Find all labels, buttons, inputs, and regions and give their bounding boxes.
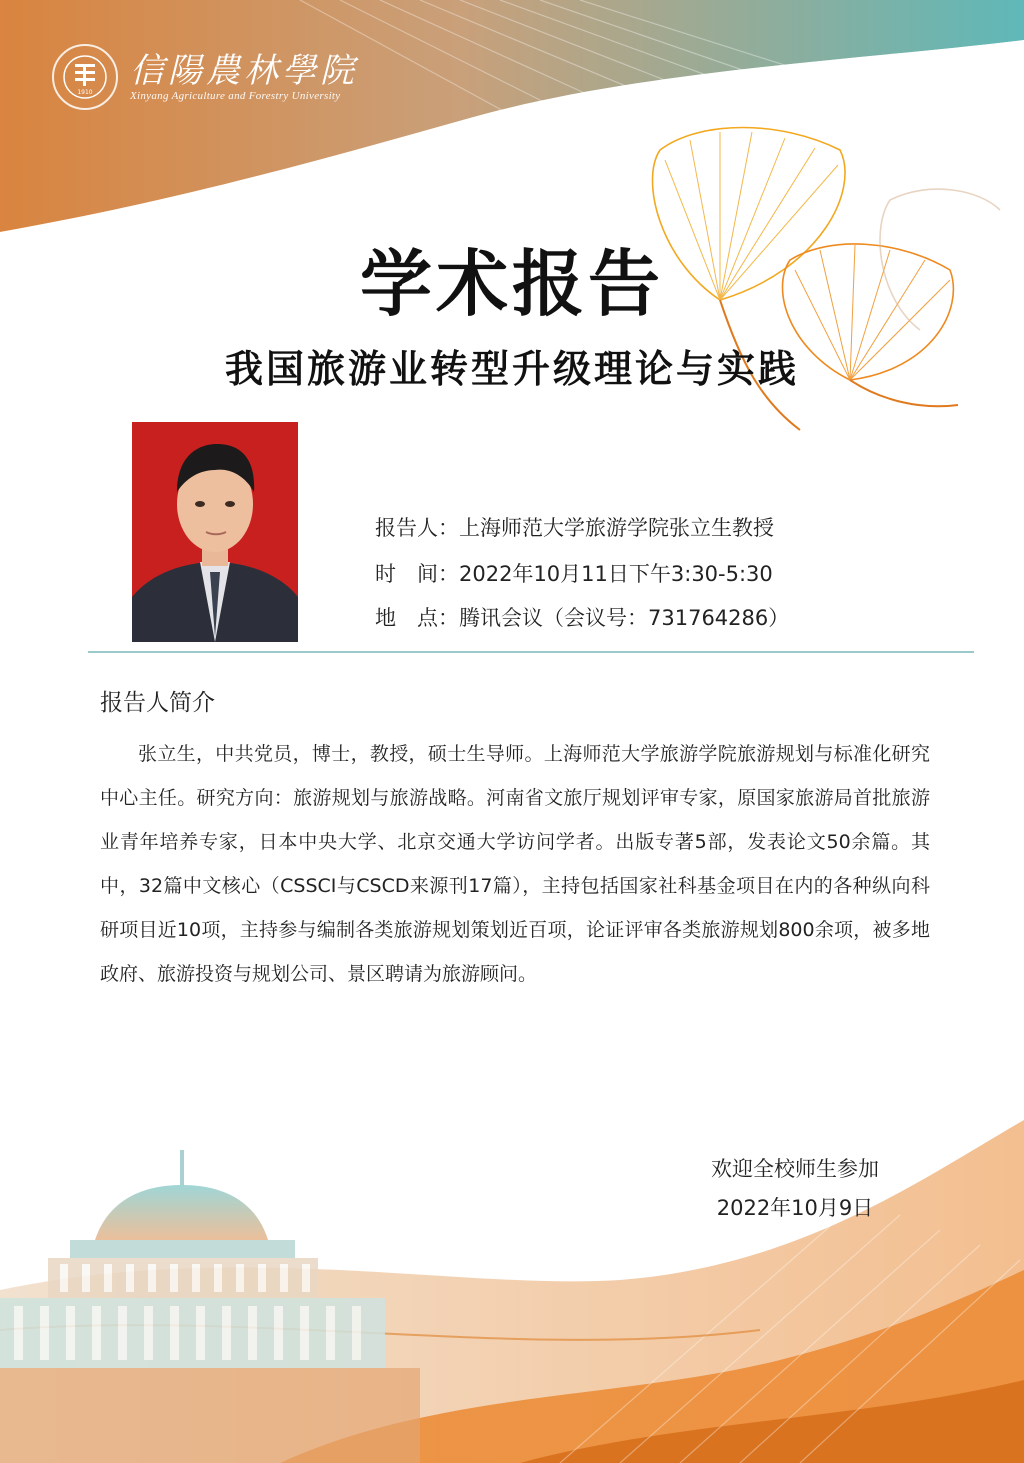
main-title: 学术报告 xyxy=(359,242,664,326)
university-logo xyxy=(52,44,358,110)
report-topic: 我国旅游业转型升级理论与实践 xyxy=(224,347,799,391)
issue-date: 2022年10月9日 xyxy=(716,1196,874,1220)
time-line: 时 间：2022年10月11日下午3:30-5:30 xyxy=(375,562,773,586)
welcome-text: 欢迎全校师生参加 xyxy=(711,1157,879,1181)
reporter-line: 报告人：上海师范大学旅游学院张立生教授 xyxy=(375,516,774,540)
place-line: 地 点：腾讯会议（会议号：731764286） xyxy=(375,606,790,630)
auditorium-building-illustration xyxy=(0,1150,420,1463)
university-seal-icon xyxy=(52,44,118,110)
bio-heading: 报告人简介 xyxy=(100,690,215,716)
speaker-photo xyxy=(132,422,298,642)
section-divider xyxy=(88,651,974,653)
seal-year: 1910 xyxy=(77,89,93,96)
university-name-en: Xinyang Agriculture and Forestry University xyxy=(130,90,341,102)
bio-text: 张立生，中共党员，博士，教授，硕士生导师。上海师范大学旅游学院旅游规划与标准化研究中心主任。研究方向：旅游规划与旅游战略。河南省文旅厅规划评审专家，原国家旅游局首批旅游业青年培养专家，日本中央大学、北京交通大学访问学者。出版专著5部，发表论文50余篇。其中，32篇中文核心（CSSCI与CSCD来源刊17篇），主持包括国家社科基金项目在内的各种纵向科研项目近10项，主持参与编制各类旅游规划策划近百项，论证评审各类旅游规划800余项，被多地政府、旅游投资与规划公司、景区聘请为旅游顾问。 xyxy=(100,743,930,985)
university-name-cn: 信陽農林學院 xyxy=(130,51,358,91)
